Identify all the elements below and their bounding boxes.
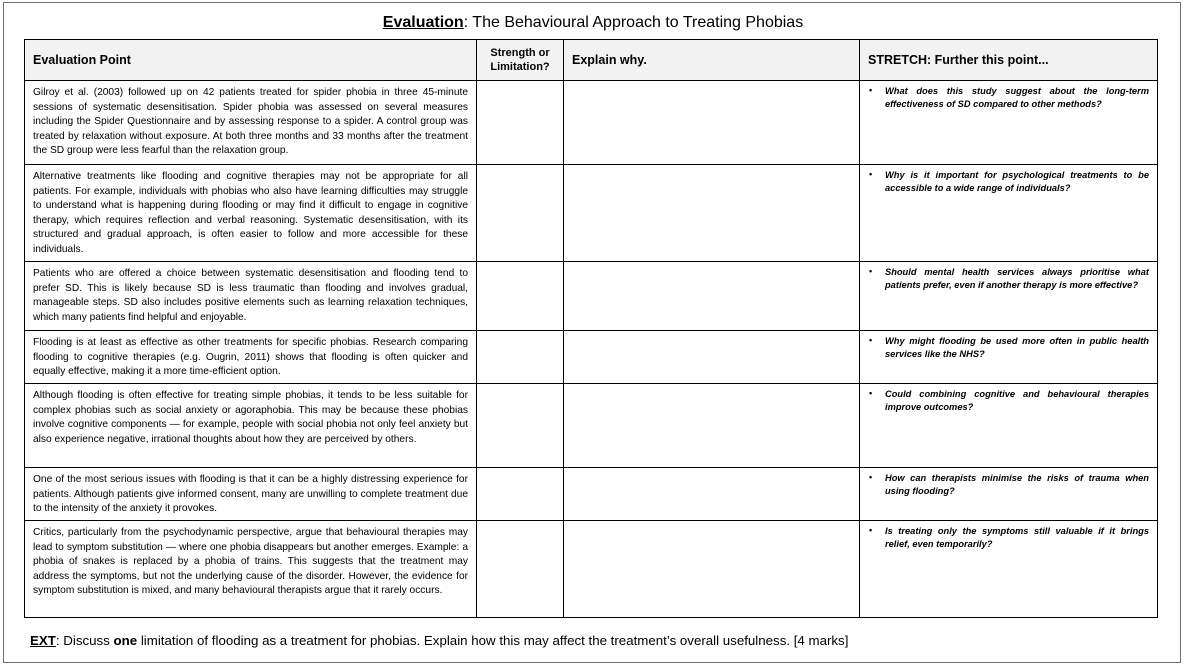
header-row bbox=[25, 40, 1158, 81]
header-strength-limitation bbox=[477, 40, 564, 81]
stretch-question: • How can therapists minimise the risks of trauma when using flooding? bbox=[885, 472, 1149, 498]
header-strength-line2: Limitation? bbox=[490, 61, 550, 73]
stretch-cell bbox=[860, 262, 1158, 331]
strength-limitation-cell[interactable] bbox=[477, 262, 564, 331]
stretch-question: • Why might flooding be used more often in public health services like the NHS? bbox=[885, 335, 1149, 361]
strength-limitation-cell[interactable] bbox=[477, 165, 564, 262]
explain-cell[interactable] bbox=[564, 468, 860, 521]
title-rest: : The Behavioural Approach to Treating Phobias bbox=[463, 14, 804, 31]
evaluation-point-cell: One of the most serious issues with flooding is that it can be a highly distressing experience for patients. Although patients give informed consent, many are unwilling to complete treatment due to the intensity of the anxiety it provokes. bbox=[25, 468, 477, 521]
title-bold: Evaluation bbox=[382, 14, 464, 31]
evaluation-point-cell: Gilroy et al. (2003) followed up on 42 patients treated for spider phobia in three 45-minute sessions of systematic desensitisation. Spider phobia was assessed on several measures including the Spider Questionnaire and by assessing response to a spider. A control group was treated by relaxation without exposure. At both three months and 33 months after the treatment the SD group were less fearful than the relaxation group. bbox=[25, 81, 477, 165]
stretch-cell bbox=[860, 331, 1158, 384]
extension-task bbox=[30, 633, 848, 648]
strength-limitation-cell[interactable] bbox=[477, 521, 564, 618]
explain-cell[interactable] bbox=[564, 331, 860, 384]
ext-bold: one bbox=[113, 633, 138, 648]
evaluation-point-cell: Flooding is at least as effective as other treatments for specific phobias. Research comparing flooding to cognitive therapies (e.g. Ougrin, 2011) shows that flooding is often quicker and equally effective, making it a more time-efficient option. bbox=[25, 331, 477, 384]
evaluation-point-cell: Critics, particularly from the psychodynamic perspective, argue that behavioural therapies may lead to symptom substitution — where one phobia disappears but another emerges. Example: a phobia of snakes is replaced by a phobia of trains. This suggests that the treatment may address the symptoms, but not the underlying cause of the disorder. However, the evidence for symptom substitution is mixed, and many behavioural therapists argue that it rarely occurs. bbox=[25, 521, 477, 618]
strength-limitation-cell[interactable] bbox=[477, 81, 564, 165]
table-row bbox=[25, 521, 1158, 618]
strength-limitation-cell[interactable] bbox=[477, 468, 564, 521]
table-row bbox=[25, 81, 1158, 165]
stretch-cell bbox=[860, 81, 1158, 165]
evaluation-table bbox=[24, 39, 1158, 618]
explain-cell[interactable] bbox=[564, 262, 860, 331]
header-strength-line1: Strength or bbox=[490, 47, 550, 59]
stretch-question: • Should mental health services always prioritise what patients prefer, even if another therapy is more effective? bbox=[885, 266, 1149, 292]
stretch-question: • Why is it important for psychological treatments to be accessible to a wide range of individuals? bbox=[885, 169, 1149, 195]
stretch-question: • Could combining cognitive and behavioural therapies improve outcomes? bbox=[885, 388, 1149, 414]
table-row bbox=[25, 331, 1158, 384]
stretch-cell bbox=[860, 384, 1158, 468]
ext-label: EXT bbox=[30, 633, 56, 648]
table-row bbox=[25, 262, 1158, 331]
table-row bbox=[25, 165, 1158, 262]
explain-cell[interactable] bbox=[564, 81, 860, 165]
stretch-cell bbox=[860, 468, 1158, 521]
strength-limitation-cell[interactable] bbox=[477, 384, 564, 468]
explain-cell[interactable] bbox=[564, 165, 860, 262]
header-stretch: STRETCH: Further this point... bbox=[860, 40, 1158, 81]
evaluation-point-cell: Alternative treatments like flooding and cognitive therapies may not be appropriate for all patients. For example, individuals with phobias who also have learning difficulties may struggle to understand what is happening during flooding or may find it difficult to engage in cognitive therapy, which requires reflection and verbal reasoning. Systematic desensitisation, with its structured and gradual approach, is often easier to follow and more accessible for these individuals. bbox=[25, 165, 477, 262]
page-title bbox=[0, 14, 1186, 32]
evaluation-point-cell: Although flooding is often effective for treating simple phobias, it tends to be less suitable for complex phobias such as social anxiety or agoraphobia. This may be because these phobias involve cognitive components — for example, people with social phobia not only feel anxiety but also experience negative, irrational thoughts about how they are perceived by others. bbox=[25, 384, 477, 468]
strength-limitation-cell[interactable] bbox=[477, 331, 564, 384]
explain-cell[interactable] bbox=[564, 521, 860, 618]
table-row bbox=[25, 384, 1158, 468]
table-row bbox=[25, 468, 1158, 521]
header-evaluation-point: Evaluation Point bbox=[25, 40, 477, 81]
explain-cell[interactable] bbox=[564, 384, 860, 468]
ext-text-1: : Discuss bbox=[55, 633, 114, 648]
stretch-cell bbox=[860, 165, 1158, 262]
stretch-cell bbox=[860, 521, 1158, 618]
stretch-question: • Is treating only the symptoms still valuable if it brings relief, even temporarily? bbox=[885, 525, 1149, 551]
evaluation-point-cell: Patients who are offered a choice between systematic desensitisation and flooding tend to prefer SD. This is likely because SD is less traumatic than flooding and involves gradual, manageable steps. SD also includes positive elements such as learning relaxation techniques, which many patients find helpful and enjoyable. bbox=[25, 262, 477, 331]
stretch-question: • What does this study suggest about the long-term effectiveness of SD compared to other methods? bbox=[885, 85, 1149, 111]
header-explain: Explain why. bbox=[564, 40, 860, 81]
ext-text-2: limitation of flooding as a treatment for phobias. Explain how this may affect the treatment’s overall usefulness. [4 marks] bbox=[137, 633, 849, 648]
